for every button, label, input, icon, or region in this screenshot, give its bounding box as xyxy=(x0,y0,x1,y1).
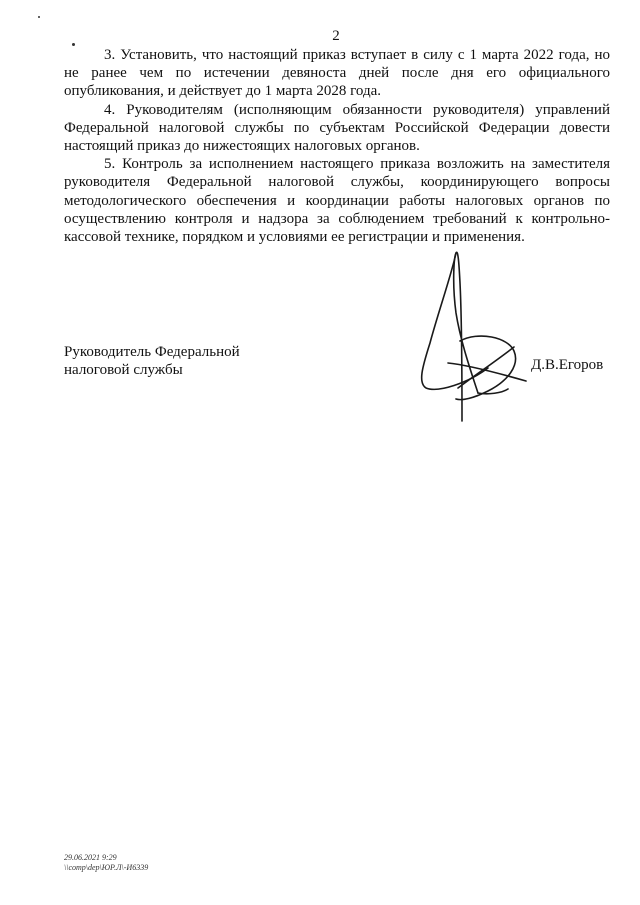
signer-title-line: налоговой службы xyxy=(64,362,183,379)
page-number: 2 xyxy=(332,28,340,44)
paragraph-5: 5. Контроль за исполнением настоящего приказа возложить на заместителя руководителя Федеральной налоговой службы, координирующего вопросы методологического обеспечения и координации работы налоговых органов по осуществлению контроля и надзора за соблюдением требований к контрольно-кассовой технике, порядком и условиями ее регистрации и применения. xyxy=(64,156,610,246)
footer-reference: \\comp\dep\ЮР.Л\-И6339 xyxy=(64,863,149,872)
document-body xyxy=(64,46,610,246)
signer-position xyxy=(64,343,240,379)
paragraph-3: 3. Установить, что настоящий приказ вступает в силу с 1 марта 2022 года, но не ранее чем по истечении девяноста дней после дня его официального опубликования, и действует до 1 марта 2028 года. xyxy=(64,47,610,100)
document-footer xyxy=(64,853,148,873)
signer-title-line: Руководитель Федеральной xyxy=(64,344,240,360)
handwritten-signature-icon xyxy=(418,243,538,423)
scan-speck xyxy=(38,16,40,18)
footer-timestamp: 29.06.2021 9:29 xyxy=(64,853,117,862)
paragraph-4: 4. Руководителям (исполняющим обязанности руководителя) управлений Федеральной налоговой службы по субъектам Российской Федерации довести настоящий приказ до нижестоящих налоговых органов. xyxy=(64,101,610,155)
signer-name: Д.В.Егоров xyxy=(531,357,604,373)
